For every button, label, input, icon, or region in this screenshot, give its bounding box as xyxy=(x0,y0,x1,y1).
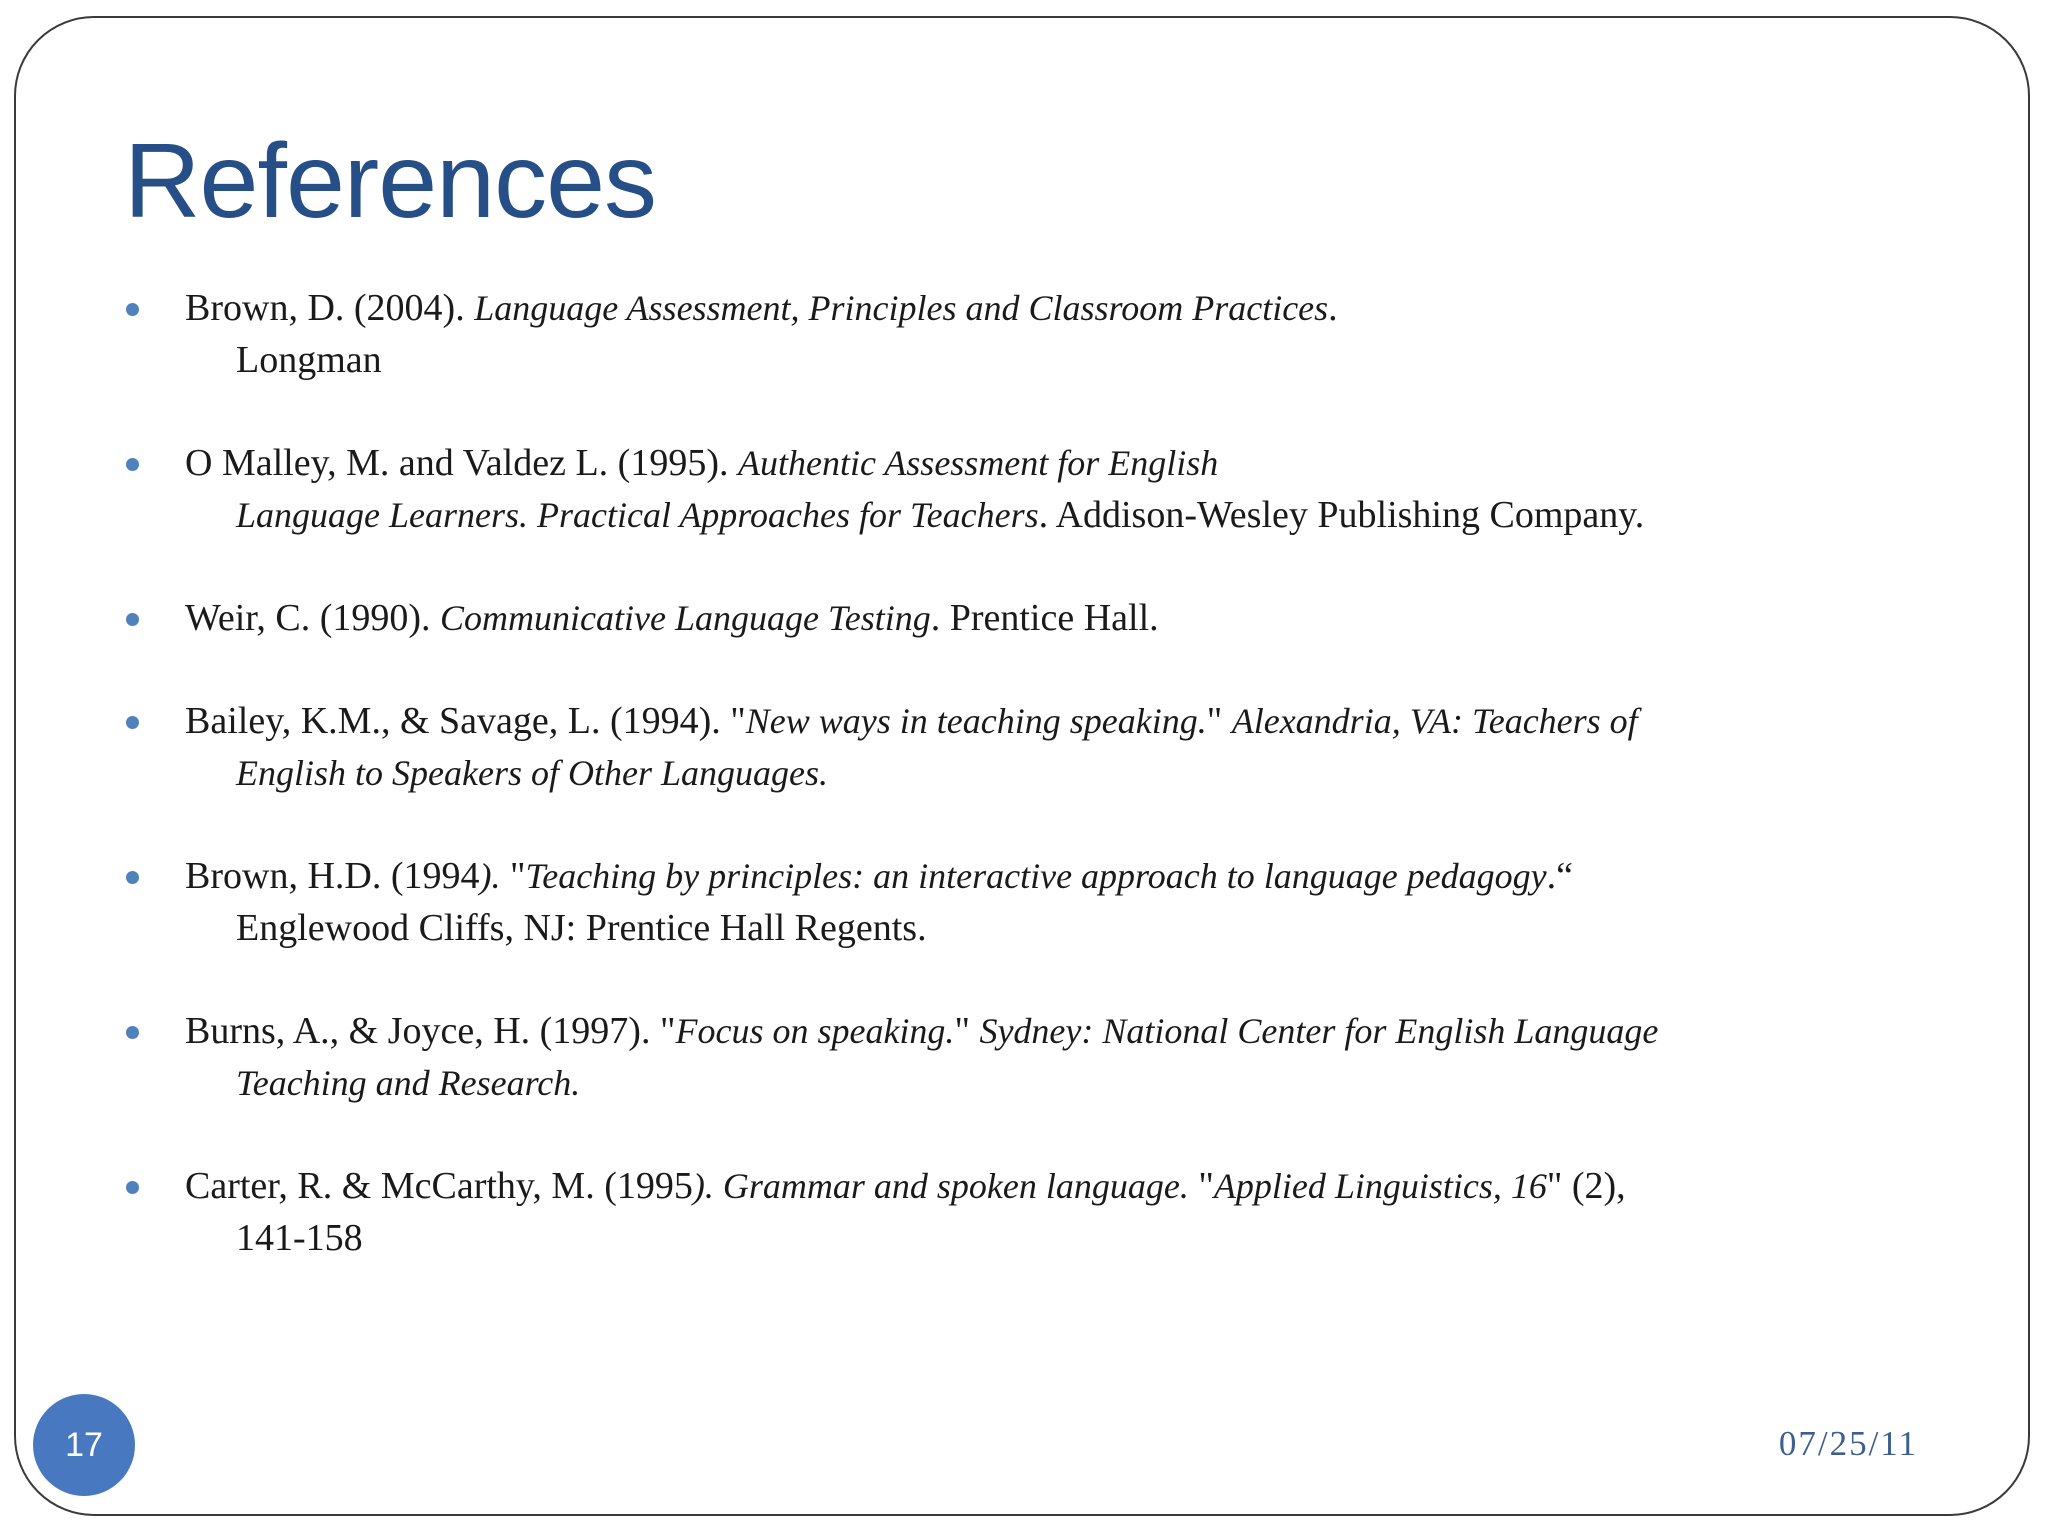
reference-text: Brown, D. (2004). xyxy=(185,287,475,329)
reference-item xyxy=(120,850,1740,954)
reference-line xyxy=(185,1160,1740,1212)
reference-item xyxy=(120,1160,1740,1264)
reference-line xyxy=(185,850,1740,902)
bullet-icon xyxy=(126,458,139,471)
reference-text: " (2), xyxy=(1546,1165,1626,1207)
reference-text: . xyxy=(1328,287,1338,329)
reference-title-text: Applied Linguistics, 16 xyxy=(1213,1166,1547,1206)
reference-line xyxy=(185,282,1740,334)
reference-title-text: Sydney: National Center for English Language xyxy=(979,1011,1659,1051)
reference-text: " xyxy=(1206,700,1232,742)
reference-line xyxy=(185,1005,1740,1057)
bullet-icon xyxy=(126,871,139,884)
reference-title-text: Authentic Assessment for English xyxy=(738,443,1219,483)
reference-text: Englewood Cliffs, NJ: Prentice Hall Regents. xyxy=(236,907,927,949)
reference-line xyxy=(185,902,1740,954)
reference-item xyxy=(120,592,1740,644)
reference-text: Bailey, K.M., & Savage, L. (1994). " xyxy=(185,700,746,742)
reference-title-text: ). xyxy=(479,856,501,896)
reference-title-text: ). Grammar and spoken language. xyxy=(692,1166,1189,1206)
reference-line xyxy=(185,1057,1740,1109)
bullet-icon xyxy=(126,1026,139,1039)
bullet-icon xyxy=(126,303,139,316)
reference-line xyxy=(185,437,1740,489)
reference-item xyxy=(120,1005,1740,1109)
reference-title-text: Teaching by principles: an interactive approach to language pedagogy xyxy=(525,856,1547,896)
reference-item xyxy=(120,695,1740,799)
reference-text: O Malley, M. and Valdez L. (1995). xyxy=(185,442,738,484)
reference-title-text: Language Learners. Practical Approaches for Teachers xyxy=(236,495,1039,535)
reference-title-text: Language Assessment, Principles and Classroom Practices xyxy=(474,288,1329,328)
reference-line xyxy=(185,747,1740,799)
reference-line xyxy=(185,334,1740,386)
reference-text: . Prentice Hall. xyxy=(930,597,1159,639)
reference-text: .“ xyxy=(1546,855,1574,897)
reference-line xyxy=(185,489,1740,541)
reference-title-text: Communicative Language Testing xyxy=(440,598,931,638)
reference-line xyxy=(185,592,1740,644)
reference-line xyxy=(185,695,1740,747)
reference-item xyxy=(120,437,1740,541)
slide-title: References xyxy=(124,122,657,240)
reference-title-text: English to Speakers of Other Languages. xyxy=(236,753,828,793)
reference-line xyxy=(185,1212,1740,1264)
reference-text: Carter, R. & McCarthy, M. (1995 xyxy=(185,1165,693,1207)
bullet-icon xyxy=(126,1181,139,1194)
reference-text: 141-158 xyxy=(236,1217,363,1259)
bullet-icon xyxy=(126,613,139,626)
bullet-icon xyxy=(126,716,139,729)
reference-title-text: Alexandria, VA: Teachers of xyxy=(1231,701,1638,741)
reference-text: Brown, H.D. (1994 xyxy=(185,855,480,897)
reference-title-text: Focus on speaking. xyxy=(675,1011,955,1051)
reference-item xyxy=(120,282,1740,386)
reference-text: Burns, A., & Joyce, H. (1997). " xyxy=(185,1010,676,1052)
reference-title-text: New ways in teaching speaking. xyxy=(745,701,1207,741)
reference-text: " xyxy=(500,855,526,897)
reference-text: . Addison-Wesley Publishing Company. xyxy=(1038,494,1645,536)
reference-text: " xyxy=(954,1010,980,1052)
slide-number-badge: 17 xyxy=(33,1394,135,1496)
reference-text: Longman xyxy=(236,339,382,381)
reference-title-text: Teaching and Research. xyxy=(236,1063,581,1103)
reference-list xyxy=(120,282,1740,1315)
reference-text: Weir, C. (1990). xyxy=(185,597,441,639)
slide-date: 07/25/11 xyxy=(1778,1424,1918,1463)
reference-text: " xyxy=(1188,1165,1214,1207)
